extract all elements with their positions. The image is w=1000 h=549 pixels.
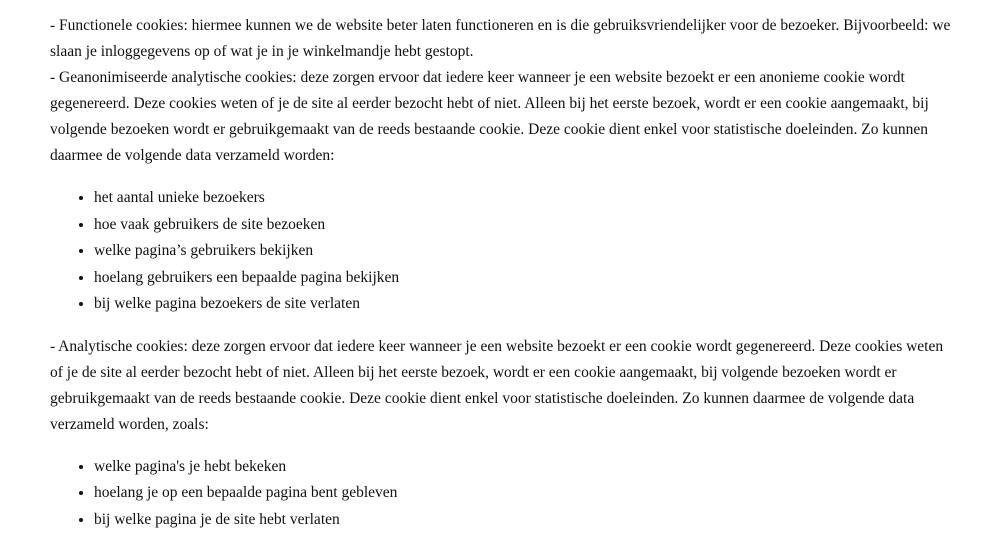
analytic-data-list — [50, 454, 955, 534]
analytic-cookies-paragraph: - Analytische cookies: deze zorgen ervoor dat iedere keer wanneer je een website bezoekt er een cookie wordt gegenereerd. Deze cookies weten of je de site al eerder bezocht hebt of niet. Alleen bij het eerste bezoek, wordt er een cookie aangemaakt, bij volgende bezoeken wordt er gebruikgemaakt van de reeds bestaande cookie. Deze cookie dient enkel voor statistische doeleinden. Zo kunnen daarmee de volgende data verzameld worden, zoals: — [50, 337, 944, 433]
list-item: • welke pagina’s gebruikers bekijken — [94, 238, 955, 265]
list-item: • hoelang je op een bepaalde pagina bent gebleven — [94, 480, 955, 507]
functional-cookies-paragraph: - Functionele cookies: hiermee kunnen we de website beter laten functioneren en is die gebruiksvriendelijker voor de bezoeker. Bijvoorbeeld: we slaan je inloggegevens op of wat je in je winkelmandje hebt gestopt. — [50, 17, 951, 60]
list-item: • hoe vaak gebruikers de site bezoeken — [94, 212, 955, 239]
cookie-policy-content — [50, 13, 955, 549]
list-item: • bij welke pagina je de site hebt verlaten — [94, 507, 955, 534]
list-item: • bij welke pagina bezoekers de site verlaten — [94, 291, 955, 318]
anonymized-data-list — [50, 185, 955, 318]
list-item: • hoelang gebruikers een bepaalde pagina bekijken — [94, 265, 955, 292]
list-item: • welke pagina's je hebt bekeken — [94, 454, 955, 481]
anonymized-cookies-paragraph: - Geanonimiseerde analytische cookies: deze zorgen ervoor dat iedere keer wanneer je een website bezoekt er een anonieme cookie wordt gegenereerd. Deze cookies weten of je de site al eerder bezocht hebt of niet. Alleen bij het eerste bezoek, wordt er een cookie aangemaakt, bij volgende bezoeken wordt er gebruikgemaakt van de reeds bestaande cookie. Deze cookie dient enkel voor statistische doeleinden. Zo kunnen daarmee de volgende data verzameld worden: — [50, 69, 929, 164]
list-item: • het aantal unieke bezoekers — [94, 185, 955, 212]
